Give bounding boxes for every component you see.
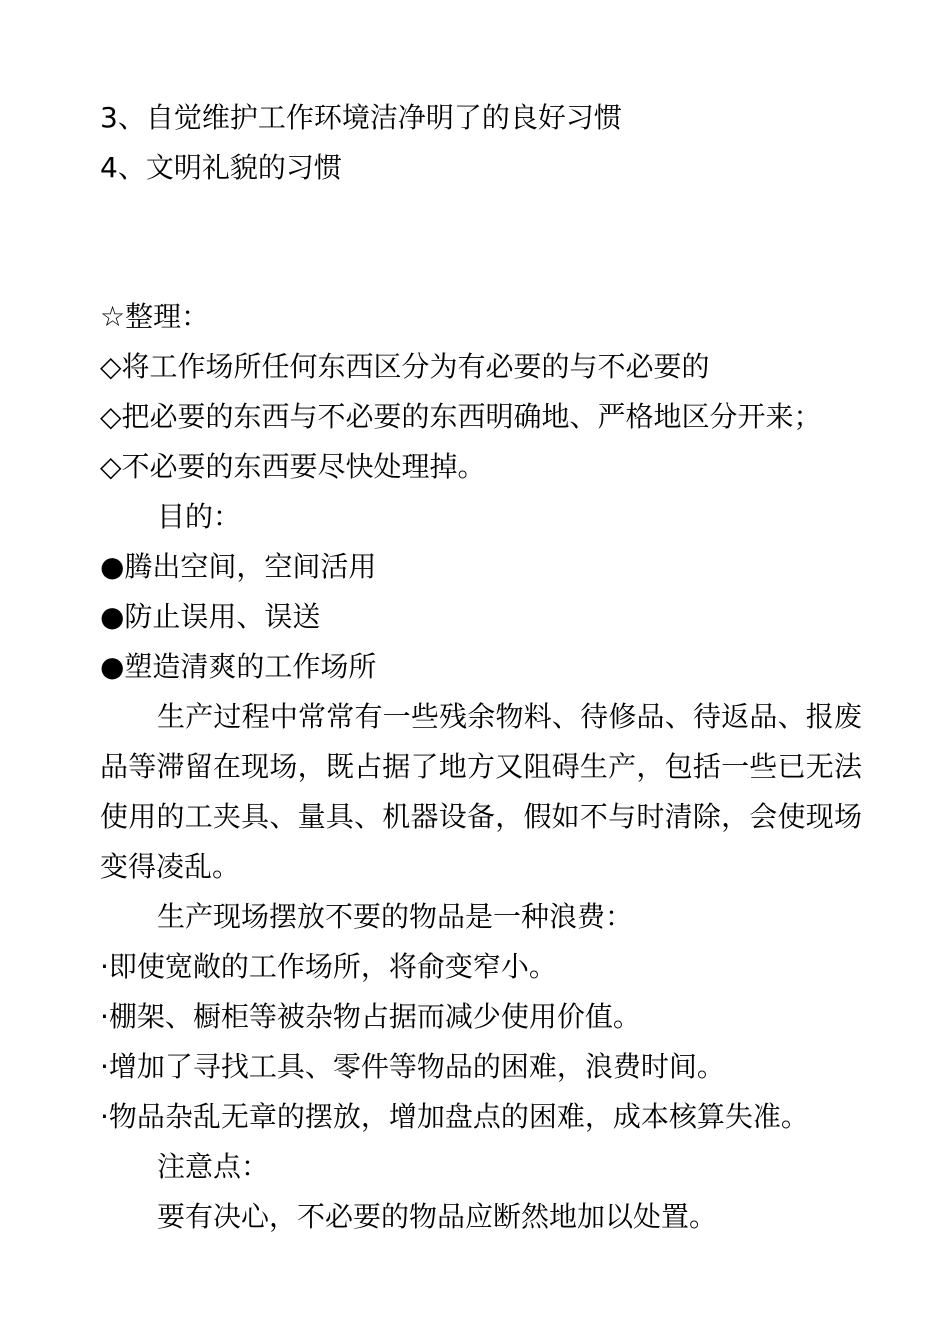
waste-item: ·即使宽敞的工作场所，将俞变窄小。 (100, 950, 557, 983)
habit-item-3: 3、自觉维护工作环境洁净明了的良好习惯 (100, 101, 622, 134)
notes-heading: 注意点： (157, 1150, 270, 1183)
waste-item: ·物品杂乱无章的摆放，增加盘点的困难，成本核算失准。 (100, 1100, 809, 1133)
purpose-item: ●塑造清爽的工作场所 (100, 650, 377, 683)
purpose-item: ●腾出空间，空间活用 (100, 550, 377, 583)
definition-item: ◇不必要的东西要尽快处理掉。 (100, 450, 486, 483)
purpose-item: ●防止误用、误送 (100, 600, 321, 633)
waste-heading: 生产现场摆放不要的物品是一种浪费： (157, 900, 634, 933)
definition-item: ◇把必要的东西与不必要的东西明确地、严格地区分开来； (100, 400, 822, 433)
body-paragraph: 生产过程中常常有一些残余物料、待修品、待返品、报废品等滞留在现场，既占据了地方又阻碍生产，包括一些已无法使用的工夹具、量具、机器设备，假如不与时清除，会使现场变得凌乱。 (100, 700, 862, 883)
waste-item: ·棚架、橱柜等被杂物占据而减少使用价值。 (100, 1000, 641, 1033)
section-title: ☆整理： (100, 300, 210, 333)
purpose-heading: 目的： (157, 500, 242, 533)
notes-text: 要有决心，不必要的物品应断然地加以处置。 (157, 1200, 718, 1233)
habit-item-4: 4、文明礼貌的习惯 (100, 151, 342, 184)
waste-item: ·增加了寻找工具、零件等物品的困难，浪费时间。 (100, 1050, 725, 1083)
definition-item: ◇将工作场所任何东西区分为有必要的与不必要的 (100, 350, 710, 383)
